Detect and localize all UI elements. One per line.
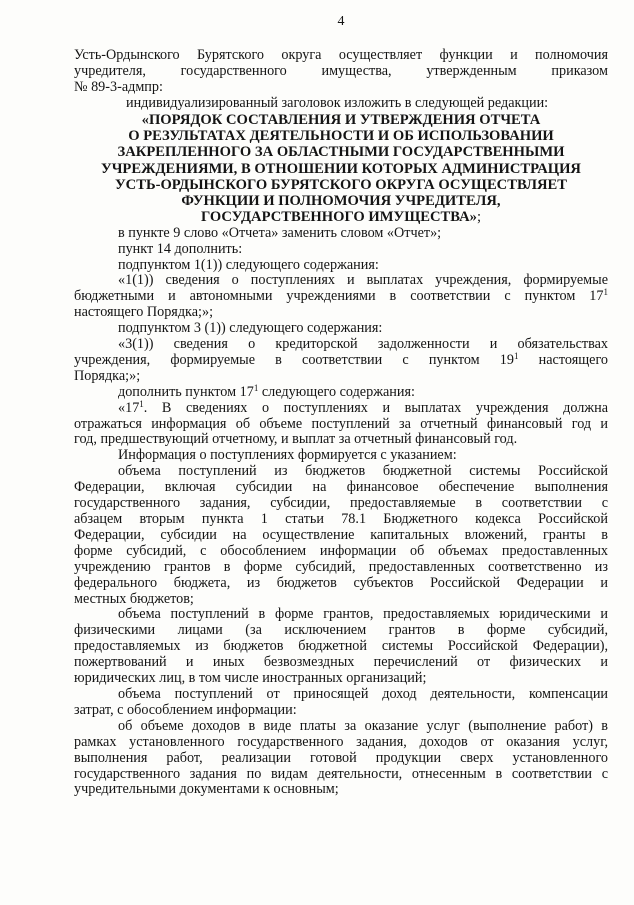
heading-line-last <box>74 209 608 225</box>
text: бюджетными и автономными учреждениями в соответствии с пунктом 17 <box>74 288 604 305</box>
paragraph-line: рамках установленного государственного задания, доходов от оказания услуг, <box>74 733 608 750</box>
text: настоящего <box>538 351 609 368</box>
heading-line: ЗАКРЕПЛЕННОГО ЗА ОБЛАСТНЫМИ ГОСУДАРСТВЕННЫМИ <box>117 144 565 161</box>
text: «17 <box>118 399 140 416</box>
text: дополнить пунктом 17 <box>118 383 254 400</box>
text: учреждения, формируемые в соответствии с пунктом 19 <box>74 351 514 368</box>
paragraph-line: государственного задания, субсидии, предоставляемые в соответствии с <box>74 495 608 512</box>
paragraph-line: предоставляемых из бюджетов бюджетной системы Российской Федерации), <box>74 638 608 655</box>
heading-line: «ПОРЯДОК СОСТАВЛЕНИЯ И УТВЕРЖДЕНИЯ ОТЧЕТА <box>141 111 541 128</box>
paragraph-line <box>74 350 609 369</box>
paragraph-line: в пункте 9 слово «Отчета» заменить словом «Отчет»; <box>118 224 442 241</box>
paragraph-line: учреждению грантов в форме субсидий, предоставленных соответственно из <box>74 558 608 575</box>
paragraph-line: выполнения работ, реализации готовой продукции сверх установленного <box>74 749 608 766</box>
text: . В сведениях о поступлениях и выплатах учреждения должна <box>143 399 608 416</box>
text: следующего содержания: <box>261 383 415 400</box>
paragraph-line: абзацем вторым пункта 1 статьи 78.1 Бюджетного кодекса Российской <box>74 511 608 528</box>
intro-line: индивидуализированный заголовок изложить в следующей редакции: <box>126 94 549 111</box>
paragraph-line <box>74 289 608 305</box>
heading-line: О РЕЗУЛЬТАТАХ ДЕЯТЕЛЬНОСТИ И ОБ ИСПОЛЬЗОВАНИИ <box>128 127 554 144</box>
intro-line: Усть-Ордынского Бурятского округа осуществляет функции и полномочия <box>74 47 608 63</box>
superscript: 1 <box>603 287 608 298</box>
paragraph-line: подпунктом 1(1)) следующего содержания: <box>118 256 379 273</box>
paragraph-line: федерального бюджета, из бюджетов субъектов Российской Федерации и <box>74 574 608 591</box>
paragraph-line <box>74 382 608 401</box>
paragraph-line: форме субсидий, с обособлением информации об объемах предоставленных <box>74 542 608 559</box>
heading-line: ФУНКЦИИ И ПОЛНОМОЧИЯ УЧРЕДИТЕЛЯ, <box>181 193 501 210</box>
paragraph-line: «3(1)) сведения о кредиторской задолженности и обязательствах <box>118 336 608 353</box>
paragraph-line: настоящего Порядка;»; <box>74 304 214 321</box>
paragraph-line: пожертвований и иных безвозмездных перечислений от физических и <box>74 654 608 671</box>
heading-text: ГОСУДАРСТВЕННОГО ИМУЩЕСТВА» <box>200 209 477 226</box>
paragraph-line: пункт 14 дополнить: <box>118 240 243 257</box>
heading-line: УЧРЕЖДЕНИЯМИ, В ОТНОШЕНИИ КОТОРЫХ АДМИНИСТРАЦИЯ <box>101 160 581 177</box>
intro-line: учредителя, государственного имущества, утвержденным приказом <box>74 62 608 79</box>
paragraph-line: год, предшествующий отчетному, и выплат за отчетный финансовый год. <box>74 431 518 448</box>
superscript: 1 <box>514 350 519 361</box>
page-number: 4 <box>337 14 345 29</box>
paragraph-line: учредительными документами к основным; <box>74 781 339 798</box>
heading-line: УСТЬ-ОРДЫНСКОГО БУРЯТСКОГО ОКРУГА ОСУЩЕСТВЛЯЕТ <box>114 176 568 193</box>
paragraph-line: затрат, с обособлением информации: <box>74 701 297 718</box>
paragraph-line <box>74 398 608 417</box>
paragraph-line: юридических лиц, в том числе иностранных организаций; <box>74 670 427 687</box>
paragraph-line: Порядка;»; <box>74 367 141 384</box>
heading-end: ; <box>476 209 481 226</box>
intro-line: № 89-3-адмпр: <box>74 78 163 95</box>
paragraph-line: физическими лицами (за исключением грантов в форме субсидий, <box>74 622 608 639</box>
superscript: 1 <box>139 398 144 409</box>
paragraph-line: подпунктом 3 (1)) следующего содержания: <box>118 320 383 337</box>
paragraph-line: Федерации, субсидии на осуществление капитальных вложений, гранты в <box>74 526 608 543</box>
superscript: 1 <box>253 382 259 393</box>
paragraph-line: объема поступлений от приносящей доход деятельности, компенсации <box>118 685 608 702</box>
paragraph-line: объема поступлений из бюджетов бюджетной системы Российской <box>118 463 608 480</box>
paragraph-line: объема поступлений в форме грантов, предоставляемых юридическими и <box>118 606 608 623</box>
paragraph-line: Федерации, включая субсидии на финансовое обеспечение выполнения <box>74 479 608 496</box>
paragraph-line: об объеме доходов в виде платы за оказание услуг (выполнение работ) в <box>118 717 608 734</box>
paragraph-line: Информация о поступлениях формируется с указанием: <box>118 447 457 464</box>
paragraph-line: местных бюджетов; <box>74 590 194 607</box>
paragraph-line: отражаться информация об объеме поступлений за отчетный финансовый год и <box>74 415 608 432</box>
paragraph-line: государственного задания по видам деятельности, отнесенным в соответствии с <box>74 765 608 782</box>
paragraph-line: «1(1)) сведения о поступлениях и выплатах учреждения, формируемые <box>118 272 608 289</box>
